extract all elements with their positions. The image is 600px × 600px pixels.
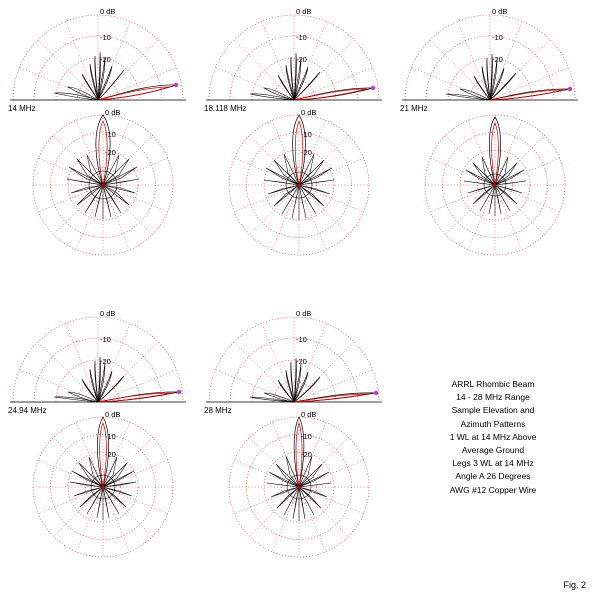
svg-text:-20: -20: [301, 450, 312, 459]
svg-text:0 dB: 0 dB: [296, 7, 312, 16]
svg-text:-10: -10: [105, 432, 116, 441]
plot-azimuth-21mhz: [422, 112, 568, 258]
svg-text:0 dB: 0 dB: [492, 7, 508, 16]
svg-text:-10: -10: [296, 335, 307, 344]
freq-label-28mhz: 28 MHz: [204, 406, 232, 415]
svg-text:0 dB: 0 dB: [105, 108, 121, 117]
svg-text:-20: -20: [296, 55, 307, 64]
caption-line-6: Average Ground: [461, 445, 525, 456]
figure-number: Fig. 2: [563, 580, 586, 590]
svg-text:0 dB: 0 dB: [301, 410, 317, 419]
caption-line-4: Azimuth Patterns: [460, 418, 526, 429]
svg-text:0 dB: 0 dB: [296, 309, 312, 318]
svg-text:-10: -10: [100, 335, 111, 344]
caption-line-9: AWG #12 Copper Wire: [449, 484, 537, 495]
caption-line-1: ARRL Rhombic Beam: [451, 379, 535, 389]
svg-text:-10: -10: [296, 33, 307, 42]
svg-text:0 dB: 0 dB: [100, 7, 116, 16]
svg-text:-10: -10: [100, 33, 111, 42]
caption-line-7: Legs 3 WL at 14 MHz: [452, 458, 534, 469]
plot-elevation-21mhz: [400, 6, 580, 113]
plot-azimuth-14mhz: [30, 108, 176, 258]
freq-label-18mhz: 18.118 MHz: [204, 104, 247, 113]
caption-line-2: 14 - 28 MHz Range: [456, 392, 530, 403]
plot-elevation-14mhz: [8, 6, 188, 113]
svg-text:-20: -20: [105, 148, 116, 157]
figure-caption: [408, 378, 578, 497]
plot-elevation-28mhz: [204, 308, 384, 415]
svg-text:0 dB: 0 dB: [100, 309, 116, 318]
svg-text:-20: -20: [296, 357, 307, 366]
svg-text:-20: -20: [105, 450, 116, 459]
svg-text:0 dB: 0 dB: [105, 410, 121, 419]
plot-azimuth-18mhz: [226, 108, 372, 258]
svg-text:-10: -10: [105, 130, 116, 139]
svg-text:-20: -20: [301, 148, 312, 157]
svg-text:-20: -20: [492, 55, 503, 64]
plot-azimuth-28mhz: [226, 410, 372, 560]
caption-line-8: Angle A 26 Degrees: [455, 471, 531, 482]
plot-azimuth-24mhz: [30, 410, 176, 560]
plot-elevation-24mhz: [8, 308, 188, 415]
svg-text:-20: -20: [100, 55, 111, 64]
caption-line-5: 1 WL at 14 MHz Above: [449, 431, 537, 442]
svg-text:-10: -10: [301, 130, 312, 139]
svg-text:-20: -20: [100, 357, 111, 366]
freq-label-24mhz: 24.94 MHz: [8, 406, 47, 415]
svg-text:-10: -10: [492, 33, 503, 42]
plot-elevation-18mhz: [204, 6, 384, 113]
freq-label-14mhz: 14 MHz: [8, 104, 36, 113]
svg-text:0 dB: 0 dB: [301, 108, 317, 117]
caption-line-3: Sample Elevation and: [451, 405, 535, 416]
freq-label-21mhz: 21 MHz: [400, 104, 428, 113]
svg-text:-10: -10: [301, 432, 312, 441]
